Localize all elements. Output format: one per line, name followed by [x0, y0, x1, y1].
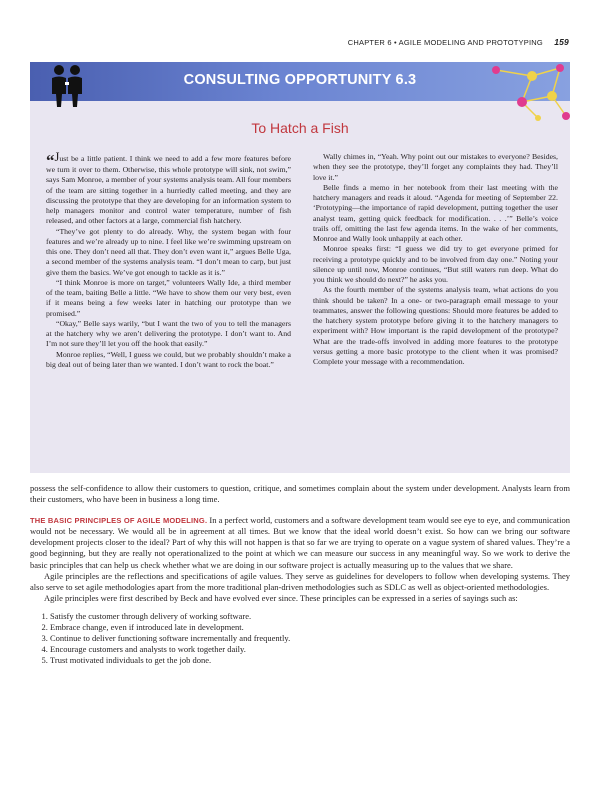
banner-title: CONSULTING OPPORTUNITY 6.3: [183, 72, 417, 88]
banner: [30, 62, 570, 101]
right-column: [313, 152, 558, 367]
case-title: To Hatch a Fish: [251, 120, 349, 136]
drop-letter: J: [54, 150, 60, 164]
case-paragraph: [46, 152, 291, 227]
body-paragraph: Agile principles are the reflections and specifications of agile values. They serve as guidelines for developers to follow when developing systems. They also serve to set agile methodologies apart from the more traditional plan-driven methodologies such as SDLC as well as object-oriented methodologies.: [30, 570, 570, 592]
case-paragraph: “They’ve got plenty to do already. Why, the system began with four features and we’re already up to nine. I feel like we’re swimming upstream on this one. They don’t need all that. They don’t even want it,” argues Belle Uga, a second member of the systems analysis team. “I don’t mean to carp, but just give them the basics. We’ve got enough to tackle as it is.”: [46, 226, 291, 277]
list-item: 3. Continue to deliver functioning software incrementally and frequently.: [50, 633, 570, 644]
chapter-title: CHAPTER 6 • AGILE MODELING AND PROTOTYPING: [347, 38, 543, 47]
drop-quote: “: [46, 151, 55, 170]
consulting-opportunity-box: [30, 62, 570, 473]
body-paragraph: possess the self-confidence to allow their customers to question, critique, and sometimes complain about the system under development. Analysts learn from their customers, who have been in business a long time.: [30, 483, 570, 505]
section-text: In a perfect world, customers and a software development team would see eye to eye, and communication would not be necessary. We would all be in agreement at all times. But we know that the ideal world doesn’t exist. So how can we bring our software development projects closer to the ideal? Part of why this will not happen is that so far we are trying to operate on a vague system of shared values. They’re a good beginning, but they are really not operationalized to the point at which we can measure our success in any meaningful way. So we work to derive the basic principles that can help us check whether what we are doing in our software project is actually measuring up to the values that we share.: [30, 515, 570, 570]
body-paragraph: Agile principles were first described by Beck and have evolved ever since. These principles can be expressed in a series of sayings such as:: [44, 592, 518, 603]
case-paragraph-text: ust be a little patient. I think we need to add a few more features before we turn it over to them. Otherwise, this whole prototype will sink, not swim,” says Sam Monroe, a member of your systems analysis team. All four members of the team are sitting together in a hurriedly called meeting, and they are discussing the prototype that they are developing for an information system to help managers monitor and control water temperature, number of fish released, and other factors at a large, commercial fish hatchery.: [46, 154, 291, 226]
list-item: 2. Embrace change, even if introduced late in development.: [50, 622, 570, 633]
list-item: 4. Encourage customers and analysts to work together daily.: [50, 644, 570, 655]
case-paragraph: Wally chimes in, “Yeah. Why point out our mistakes to everyone? Besides, when they see the prototype, they’ll forget any complaints they had. They’ll love it.”: [313, 152, 558, 182]
page-number: 159: [554, 37, 569, 47]
section-paragraph: [30, 515, 570, 570]
section-heading: THE BASIC PRINCIPLES OF AGILE MODELING.: [30, 516, 208, 526]
case-paragraph: Monroe speaks first: “I guess we did try to get everyone primed for receiving a prototype quickly and to be involved from day one.” Noting your silence up until now, Monroe continues, “But still waters run deep. What do you think we should do next?” he asks you.: [313, 244, 558, 284]
case-paragraph: “I think Monroe is more on target,” volunteers Wally Ide, a third member of the team, baiting Belle a little. “We have to show them our very best, even if it means being a few weeks later in hatching our prototype than we promised.”: [46, 277, 291, 318]
left-column: [46, 152, 291, 370]
principles-list: [30, 611, 570, 666]
case-paragraph: “Okay,” Belle says warily, “but I want the two of you to tell the managers at the hatchery why we aren’t delivering the prototype. I don’t want to. And I’m not sure they’ll let you off the hook that easily.”: [46, 318, 291, 349]
list-item: 5. Trust motivated individuals to get the job done.: [50, 655, 570, 666]
body-text: [30, 483, 570, 666]
list-item: 1. Satisfy the customer through delivery of working software.: [50, 611, 570, 622]
case-paragraph: Monroe replies, “Well, I guess we could, but we probably shouldn’t make a big deal out of being later than we wanted. I don’t want to rock the boat.”: [46, 349, 291, 369]
case-paragraph: Belle finds a memo in her notebook from their last meeting with the hatchery managers and reads it aloud. “Agenda for meeting of September 22. ‘Prototyping—the importance of rapid development, putting together the user analyst team, getting quick feedback for modification. . . .’” Belle’s voice trails off, omitting the last few agenda items. In the wake of her comments, Monroe and Wally look unhappily at each other.: [313, 182, 558, 243]
network-graphic-icon: [486, 62, 570, 122]
case-paragraph: As the fourth member of the systems analysis team, what actions do you think should be taken? In a one- or two-paragraph email message to your teammates, answer the following questions: Should more features be added to the hatchery system prototype before giving it to the hatchery managers to experiment with? How important is the rapid development of the prototype? What are the trade-offs involved in adding more features to the prototype versus getting a more basic prototype to the client when it was promised? Complete your message with a recommendation.: [313, 285, 558, 366]
running-header: [0, 37, 569, 47]
